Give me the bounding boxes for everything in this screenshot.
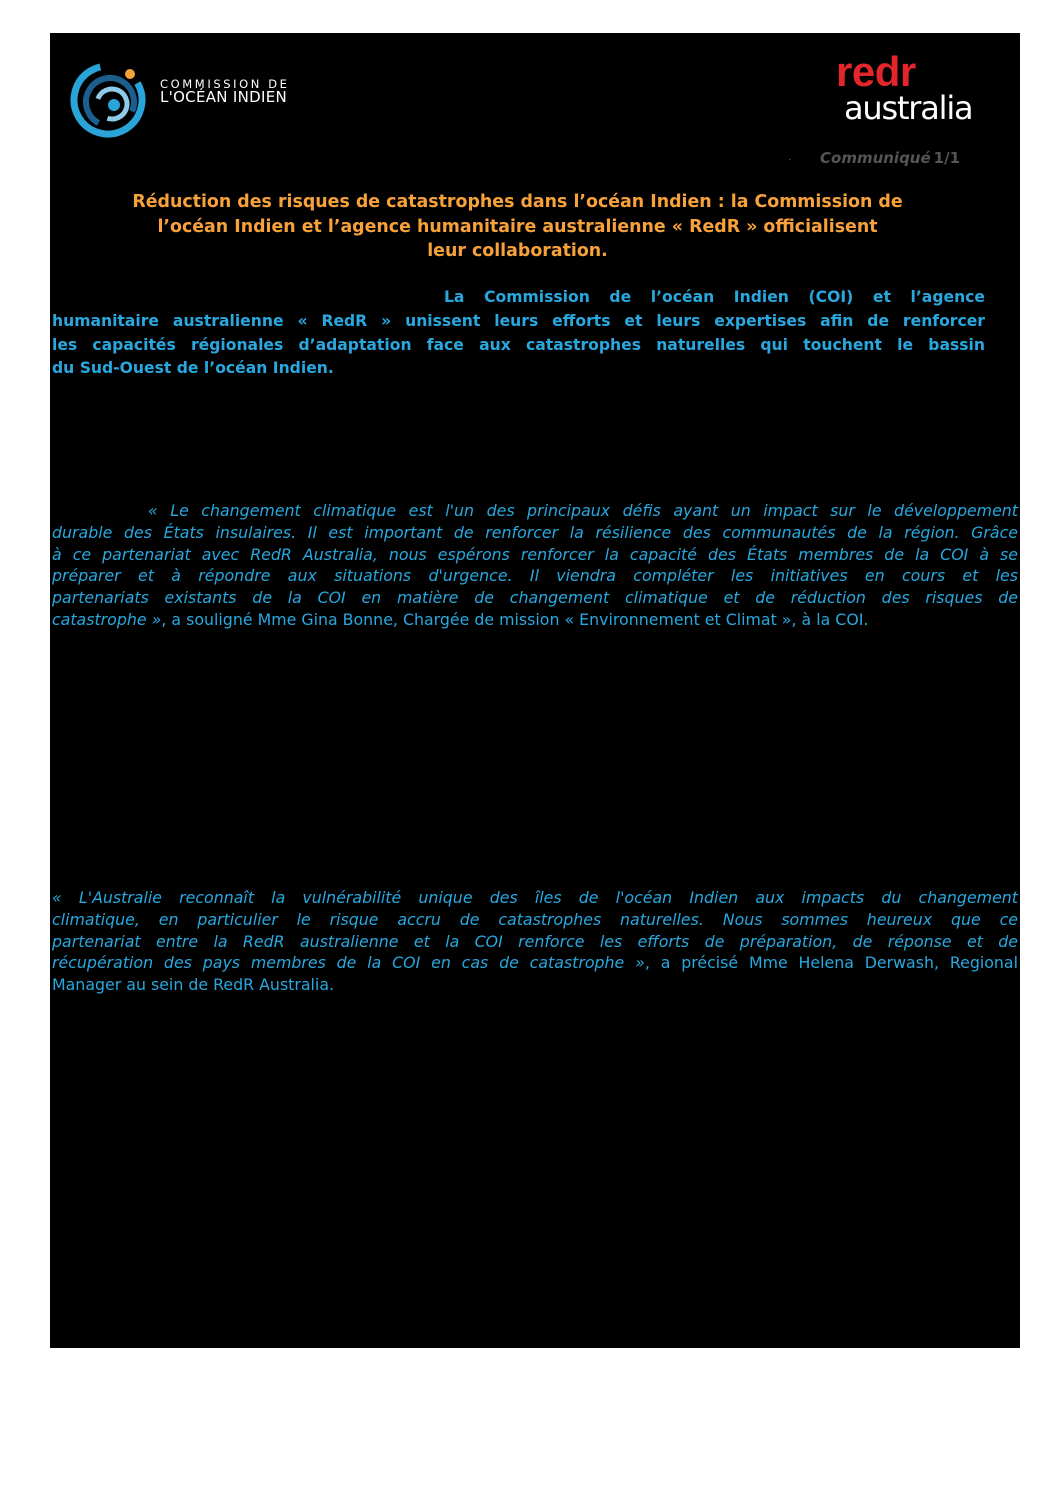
lead-line: du Sud-Ouest de l’océan Indien. — [52, 359, 334, 378]
quote-line: « Le changement climatique est l'un des principaux défis ayant un impact sur le développement — [148, 501, 1018, 520]
bullet-dot: · — [788, 153, 792, 166]
lead-line: les capacités régionales d’adaptation face aux catastrophes naturelles qui touchent le bassin — [52, 335, 985, 354]
quote-line: partenariat entre la RedR australienne et la COI renforce les efforts de préparation, de réponse et de — [52, 931, 1018, 951]
quote-attribution-end: Manager au sein de RedR Australia. — [52, 975, 335, 995]
quote-line: préparer et à répondre aux situations d'urgence. Il viendra compléter les initiatives en cours et les — [52, 566, 1018, 586]
page-count: 1/1 — [933, 149, 961, 167]
coi-logo — [68, 58, 308, 138]
lead-line: La Commission de l’océan Indien (COI) et l’agence — [444, 288, 985, 306]
quote-attribution: , a précisé Mme Helena Derwash, Regional — [644, 953, 1018, 973]
quote-line-italic: récupération des pays membres de la COI en cas de catastrophe » — [52, 953, 645, 973]
lead-paragraph — [52, 286, 985, 381]
quote-gina-bonne — [52, 500, 1018, 631]
redr-logo-word: redr — [836, 48, 916, 95]
coi-swirl-logo-icon — [68, 58, 154, 138]
quote-attribution: , a souligné Mme Gina Bonne, Chargée de mission « Environnement et Climat », à la COI. — [161, 609, 869, 629]
communique-page-label — [788, 149, 993, 169]
quote-line: durable des États insulaires. Il est important de renforcer la résilience des communautés de la région. Grâce — [52, 522, 1018, 542]
communique-word: Communiqué — [820, 149, 931, 167]
quote-line-italic: catastrophe » — [52, 609, 162, 629]
quote-line: partenariats existants de la COI en matière de changement climatique et de réduction des risques de — [52, 588, 1018, 608]
press-release-title — [60, 190, 975, 264]
title-line: leur collaboration. — [427, 241, 608, 261]
coi-logo-line2: L'OCÉAN INDIEN — [160, 88, 288, 107]
coi-logo-line1: COMMISSION DE — [160, 77, 290, 91]
quote-line: climatique, en particulier le risque accru de catastrophes naturelles. Nous sommes heureux que ce — [52, 909, 1018, 929]
redr-australia-logo — [836, 48, 996, 132]
quote-line: « L'Australie reconnaît la vulnérabilité unique des îles de l'océan Indien aux impacts du changement — [52, 888, 1018, 907]
lead-line: humanitaire australienne « RedR » unissent leurs efforts et leurs expertises afin de renforcer — [52, 311, 985, 330]
australia-logo-word: australia — [844, 89, 973, 127]
quote-helena-derwash — [52, 887, 1018, 996]
quote-line: à ce partenariat avec RedR Australia, nous espérons renforcer la capacité des États membres de la COI à se — [52, 544, 1018, 564]
title-line: Réduction des risques de catastrophes dans l’océan Indien : la Commission de — [132, 192, 903, 212]
title-line: l’océan Indien et l’agence humanitaire australienne « RedR » officialisent — [157, 216, 878, 237]
